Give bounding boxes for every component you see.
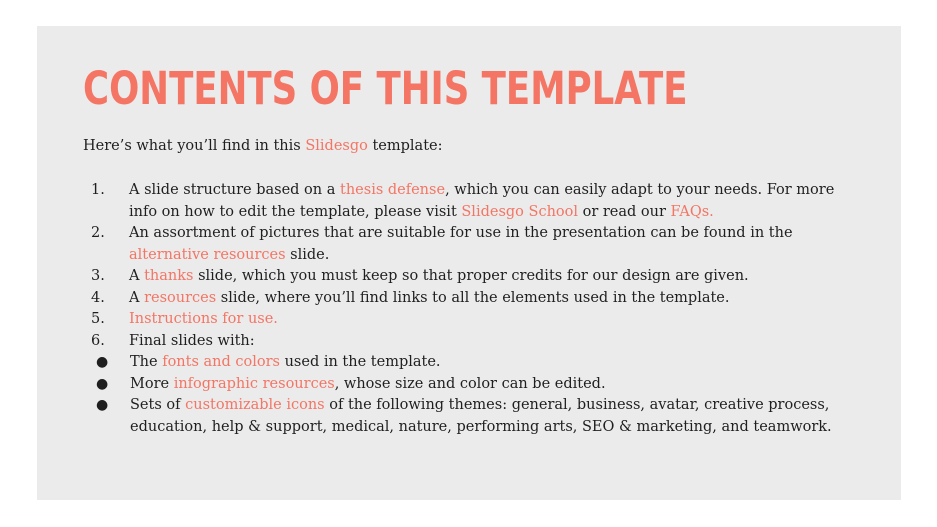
item-text <box>129 309 863 331</box>
infographic-resources-link[interactable]: infographic resources <box>173 375 335 392</box>
list-item <box>83 266 863 288</box>
text-run: slide, where you’ll find links to all the elements used in the template. <box>216 289 730 306</box>
item-number: 1. <box>91 182 105 198</box>
text-run: slide. <box>285 246 330 263</box>
intro-before: Here’s what you’ll find in this <box>83 138 306 154</box>
text-run: A slide structure based on a <box>129 182 340 198</box>
text-run: An assortment of pictures that are suitable for use in the presentation can be found in the <box>129 225 793 241</box>
sub-list-item <box>83 374 863 396</box>
sub-list-item <box>83 352 863 374</box>
list-item <box>83 309 863 331</box>
list-item <box>83 331 863 439</box>
sub-item-text <box>130 352 863 374</box>
text-run: of the following themes: general, business, avatar, creative process, education, help & support, medical, nature, performing arts, SEO & marketing, and teamwork. <box>130 397 832 435</box>
item-text <box>129 331 863 353</box>
slide-title: CONTENTS OF THIS TEMPLATE <box>83 62 688 115</box>
list-item <box>83 288 863 310</box>
instructions-link[interactable]: Instructions for use. <box>129 311 278 327</box>
text-run: Final slides with: <box>129 332 255 349</box>
alternative-resources-link[interactable]: alternative resources <box>129 246 286 263</box>
thanks-link[interactable]: thanks <box>144 268 194 284</box>
text-run: , which you can easily adapt to your needs. For more info on how to edit the template, please visit <box>129 182 835 220</box>
bullet-icon: ● <box>96 375 109 392</box>
faqs-link[interactable]: FAQs. <box>670 203 714 220</box>
text-run: A <box>129 289 145 306</box>
text-run: used in the template. <box>279 354 441 370</box>
item-number: 3. <box>91 268 105 284</box>
intro-after: template: <box>367 138 443 154</box>
sub-item-text <box>130 374 863 396</box>
bullet-icon: ● <box>96 397 109 413</box>
list-item <box>83 223 863 266</box>
item-number: 4. <box>91 289 105 306</box>
text-run: A <box>129 268 145 284</box>
bullet-icon: ● <box>96 354 109 370</box>
resources-link[interactable]: resources <box>144 289 217 306</box>
text-run: or read our <box>578 203 671 220</box>
slide <box>37 26 901 500</box>
list-item <box>83 180 863 223</box>
text-run: The <box>130 354 163 370</box>
item-text <box>129 288 863 310</box>
item-text <box>129 266 863 288</box>
thesis-defense-link[interactable]: thesis defense <box>340 182 446 198</box>
item-number: 5. <box>91 311 105 327</box>
item-text <box>129 223 863 266</box>
fonts-and-colors-link[interactable]: fonts and colors <box>162 354 280 370</box>
text-run: slide, which you must keep so that proper credits for our design are given. <box>193 268 749 284</box>
intro-text <box>83 138 442 154</box>
text-run: More <box>130 375 174 392</box>
item-text <box>129 180 863 223</box>
text-run: Sets of <box>130 397 186 413</box>
customizable-icons-link[interactable]: customizable icons <box>185 397 325 413</box>
item-number: 2. <box>91 225 105 241</box>
contents-list <box>83 180 863 438</box>
slidesgo-link[interactable]: Slidesgo <box>305 138 368 154</box>
text-run: , whose size and color can be edited. <box>334 375 606 392</box>
sub-item-text <box>130 395 863 438</box>
item-number: 6. <box>91 332 105 349</box>
sub-list-item <box>83 395 863 438</box>
final-slides-sublist <box>83 352 863 438</box>
slidesgo-school-link[interactable]: Slidesgo School <box>461 203 578 220</box>
